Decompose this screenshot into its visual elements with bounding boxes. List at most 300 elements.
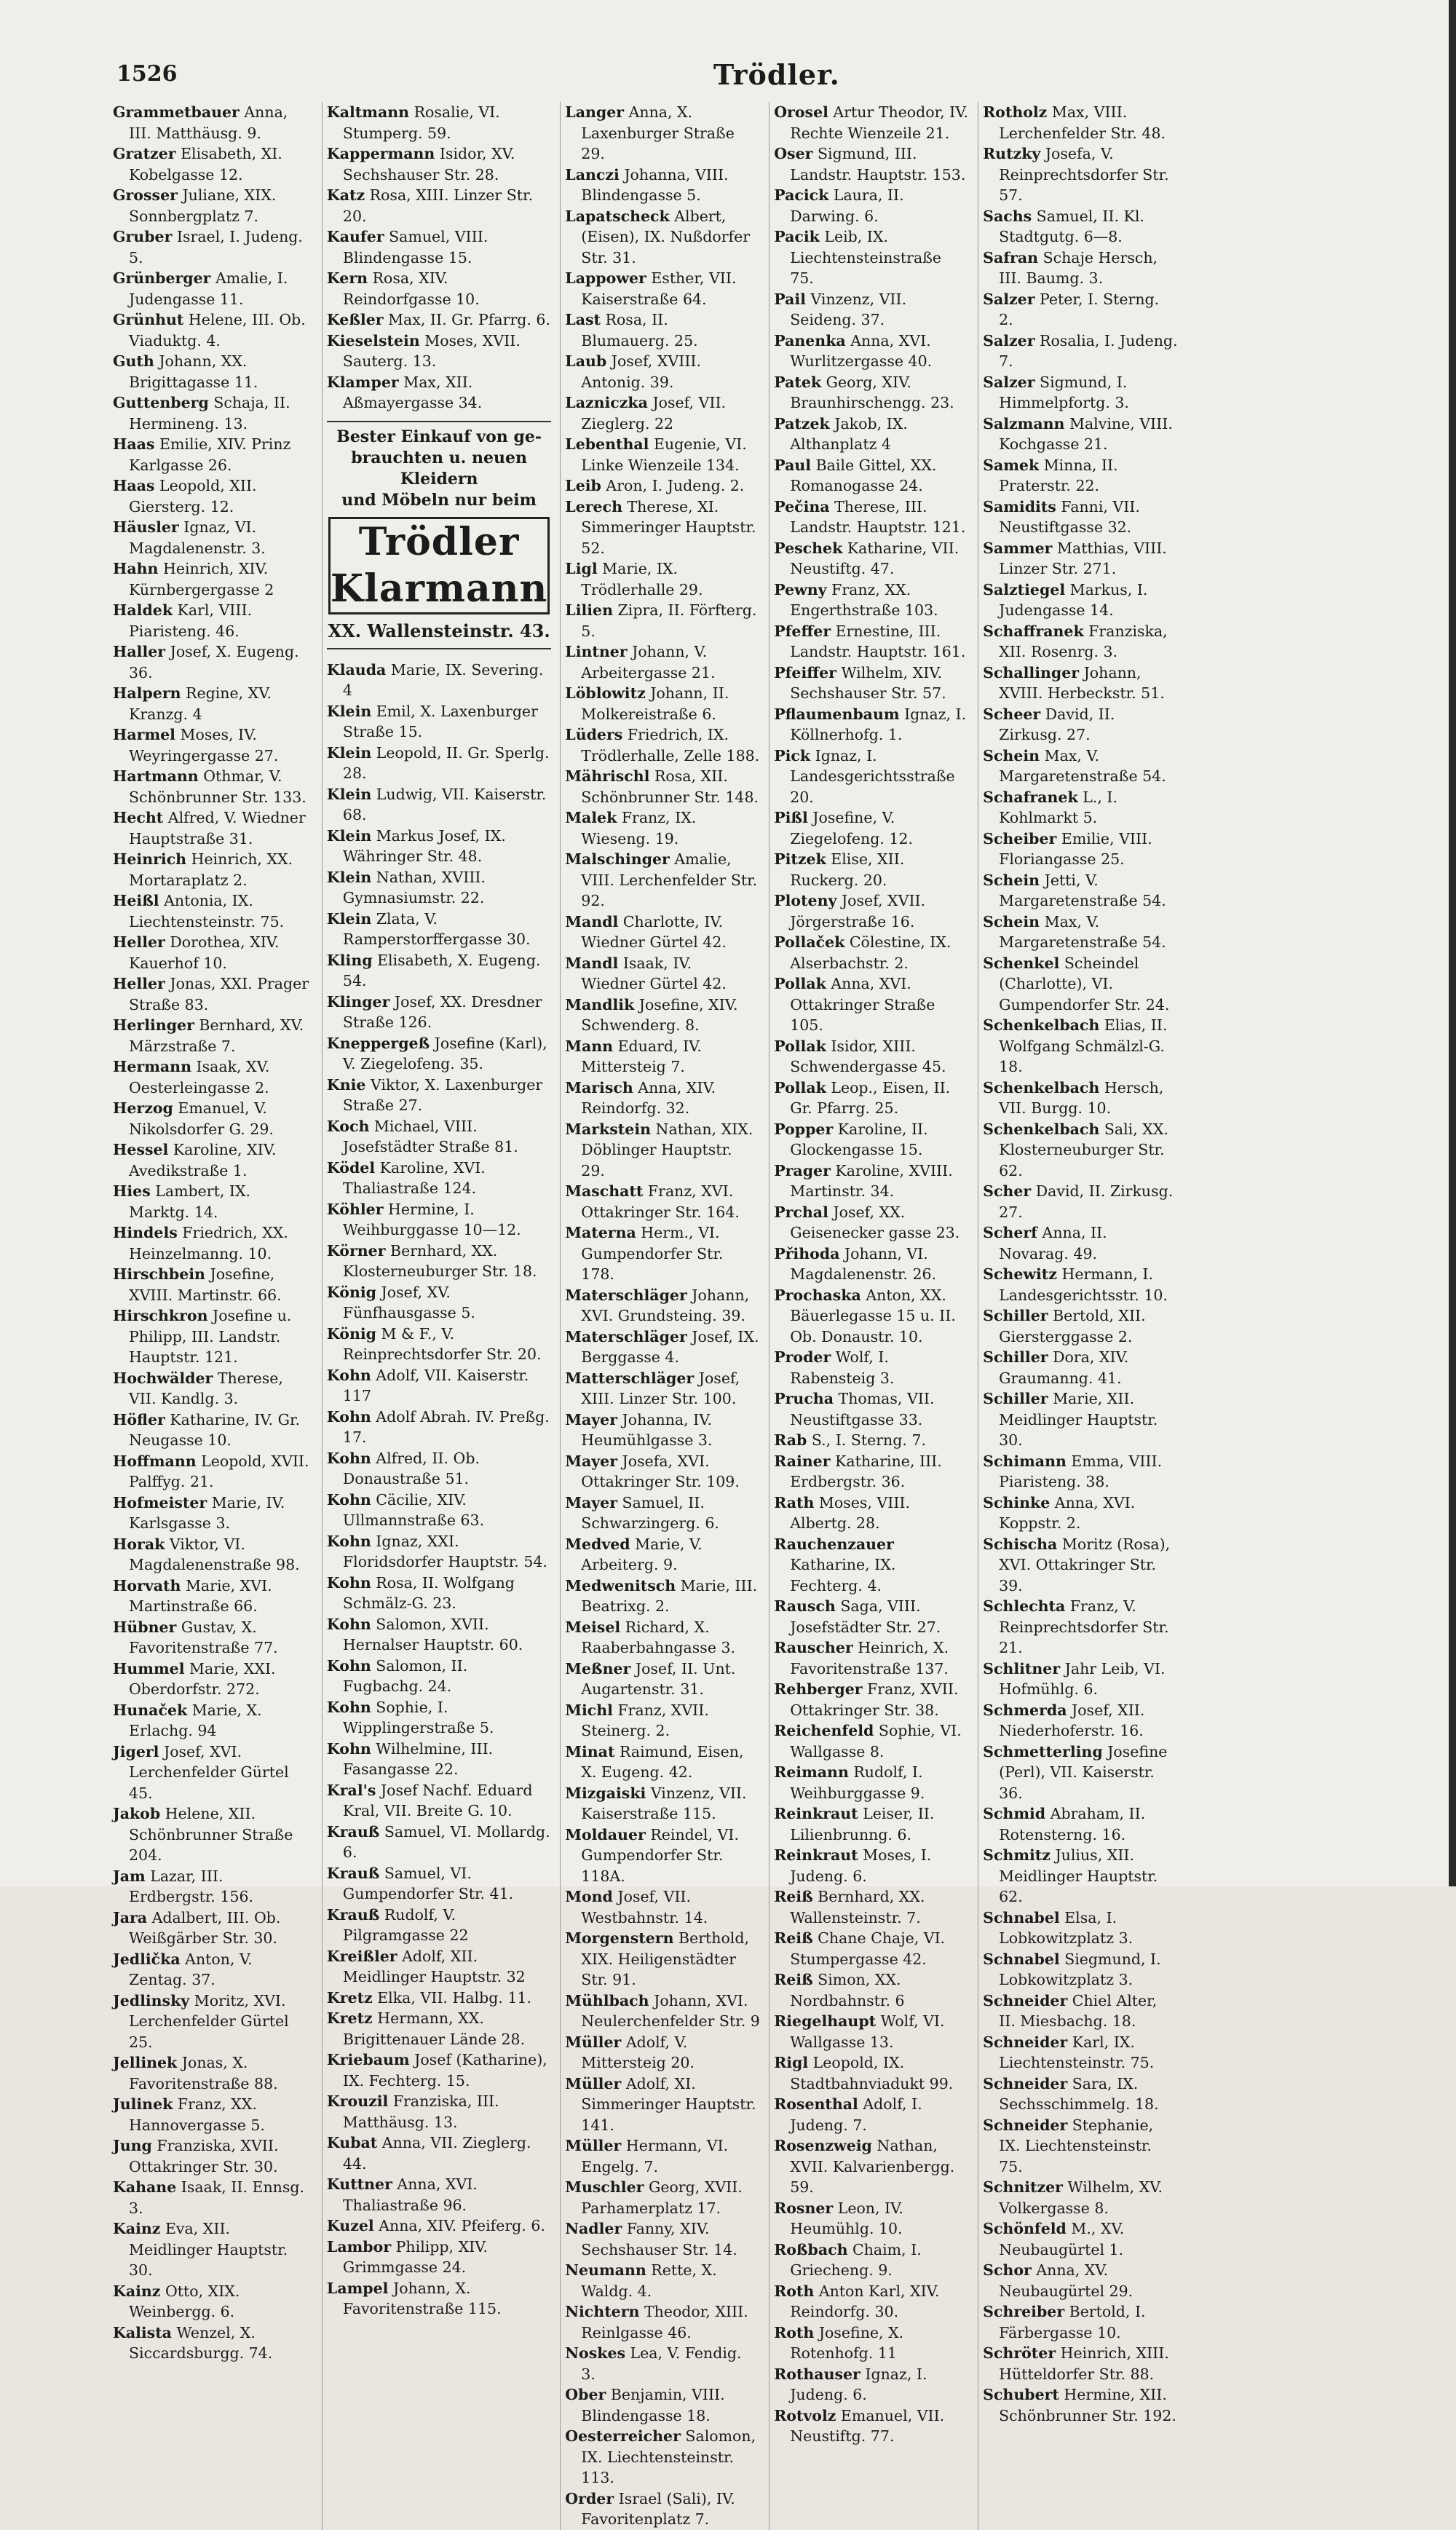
entry-details: Israel (Sali), IV. Favoritenplatz 7. xyxy=(581,2489,735,2528)
entry-surname: Sachs xyxy=(983,207,1032,225)
entry-surname: Kohn xyxy=(326,1739,371,1758)
entry-details: Fanny, XIV. Sechshauser Str. 14. xyxy=(581,2220,737,2258)
directory-entry xyxy=(774,1285,969,1348)
directory-entry xyxy=(983,1908,1178,1949)
entry-surname: Schaffranek xyxy=(983,622,1084,640)
entry-details: Jakob, IX. Althanplatz 4 xyxy=(790,414,908,453)
entry-surname: Mond xyxy=(565,1888,613,1905)
directory-entry xyxy=(774,372,969,414)
entry-surname: Salzer xyxy=(983,331,1035,349)
entry-surname: Patek xyxy=(774,373,822,391)
entry-details: Josefine, XVIII. Martinstr. 66. xyxy=(129,1265,282,1304)
entry-details: Max, II. Gr. Pfarrg. 6. xyxy=(383,311,550,328)
entry-surname: Schischa xyxy=(983,1535,1058,1553)
directory-entry xyxy=(983,1347,1178,1388)
directory-entry xyxy=(327,701,551,743)
entry-surname: Kohn xyxy=(326,1615,371,1633)
entry-surname: Klamper xyxy=(326,373,399,391)
entry-details: Jetti, V. Margaretenstraße 54. xyxy=(999,871,1166,909)
entry-surname: Harmel xyxy=(113,726,175,743)
entry-details: Anna, III. Matthäusg. 9. xyxy=(129,103,288,142)
directory-entry xyxy=(113,1222,313,1264)
entry-surname: Heißl xyxy=(113,892,159,909)
entry-details: Friedrich, XX. Heinzelmanng. 10. xyxy=(129,1224,288,1262)
entry-details: Bernhard, XX. Klosterneuburger Str. 18. xyxy=(342,1241,537,1280)
entry-details: Franziska, XVII. Ottakringer Str. 30. xyxy=(129,2137,279,2175)
directory-entry xyxy=(327,1573,551,1614)
entry-surname: Roßbach xyxy=(774,2240,848,2258)
entry-details: Max, V. Margaretenstraße 54. xyxy=(999,746,1166,785)
entry-surname: Haas xyxy=(113,477,155,494)
entry-surname: Peschek xyxy=(774,539,843,557)
entry-details: Theodor, XIII. Reinlgasse 46. xyxy=(581,2303,748,2341)
entry-surname: Horvath xyxy=(113,1576,181,1594)
entry-details: Simon, XX. Nordbahnstr. 6 xyxy=(790,1971,905,2009)
entry-surname: Schiller xyxy=(983,1390,1048,1407)
entry-surname: Rausch xyxy=(774,1597,836,1615)
directory-entry xyxy=(774,932,969,973)
entry-details: Wilhelm, XIV. Sechshauser Str. 57. xyxy=(790,663,946,702)
entry-surname: Prchal xyxy=(774,1203,828,1221)
directory-entry xyxy=(327,909,551,950)
entry-surname: Krauß xyxy=(326,1905,380,1924)
entry-details: Hermann, XX. Brigittenauer Lände 28. xyxy=(342,2009,526,2048)
directory-entry xyxy=(774,1244,969,1285)
directory-entry xyxy=(774,2323,969,2364)
entry-surname: Jedlinsky xyxy=(113,1991,190,2009)
entry-details: Marie, III. Beatrixg. 2. xyxy=(581,1576,758,1615)
directory-entry xyxy=(565,2489,760,2530)
entry-details: Anna, II. Novarag. 49. xyxy=(999,1224,1107,1262)
directory-entry xyxy=(983,1305,1178,1347)
directory-entry xyxy=(983,580,1178,621)
directory-entry xyxy=(113,2218,313,2281)
directory-column-2 xyxy=(322,102,551,2530)
entry-surname: König xyxy=(326,1283,376,1301)
directory-entry xyxy=(983,1119,1178,1182)
entry-surname: Jung xyxy=(113,2137,152,2154)
directory-entry xyxy=(565,165,760,206)
directory-entry xyxy=(983,2384,1178,2426)
entry-details: Franz, XX. Engerthstraße 103. xyxy=(790,580,938,619)
directory-entry xyxy=(983,1534,1178,1597)
entry-details: Therese, VII. Kandlg. 3. xyxy=(129,1369,283,1407)
directory-entry xyxy=(113,1617,313,1659)
directory-entry xyxy=(113,1908,313,1949)
entry-surname: Kohn xyxy=(326,1490,371,1509)
directory-entry xyxy=(983,704,1178,746)
entry-details: Isaak, XV. Oesterleingasse 2. xyxy=(129,1058,270,1096)
entry-surname: Matterschläger xyxy=(565,1369,695,1387)
entry-details: Lambert, IX. Marktg. 14. xyxy=(129,1182,251,1221)
entry-details: Hermann, VI. Engelg. 7. xyxy=(581,2137,729,2175)
directory-entry xyxy=(565,2426,760,2489)
entry-surname: Jellinek xyxy=(113,2054,178,2071)
directory-entry xyxy=(113,724,313,766)
entry-surname: Hessel xyxy=(113,1141,169,1158)
entry-surname: Kneppergeß xyxy=(326,1034,430,1052)
directory-entry xyxy=(327,992,551,1033)
directory-entry xyxy=(774,538,969,580)
entry-details: Heinrich, XIV. Kürnbergergasse 2 xyxy=(129,560,274,598)
entry-surname: Materschläger xyxy=(565,1286,687,1304)
directory-entry xyxy=(983,1015,1178,1078)
directory-entry xyxy=(774,1202,969,1244)
entry-surname: Schenkelbach xyxy=(983,1078,1100,1096)
entry-details: Leopold, XVII. Palffyg. 21. xyxy=(129,1452,309,1490)
directory-entry xyxy=(565,953,760,995)
entry-details: Lea, V. Fendig. 3. xyxy=(581,2344,742,2383)
entry-surname: Rosenzweig xyxy=(774,2137,872,2154)
directory-entry xyxy=(983,331,1178,372)
entry-surname: Salzmann xyxy=(983,414,1065,432)
entry-surname: Orosel xyxy=(774,103,828,121)
entry-surname: Oesterreicher xyxy=(565,2427,681,2445)
entry-details: Johann, VI. Magdalenenstr. 26. xyxy=(790,1244,937,1283)
entry-surname: Salzer xyxy=(983,290,1035,308)
entry-details: Malvine, VIII. Kochgasse 21. xyxy=(999,414,1173,453)
entry-surname: Hoffmann xyxy=(113,1452,197,1470)
entry-surname: Mühlbach xyxy=(565,1991,649,2009)
directory-entry xyxy=(113,1098,313,1139)
entry-details: Sigmund, III. Landstr. Hauptstr. 153. xyxy=(790,145,966,183)
ad-line-1: Bester Einkauf von ge- xyxy=(336,427,542,446)
entry-surname: Jara xyxy=(113,1908,148,1926)
entry-surname: Halpern xyxy=(113,684,181,702)
entry-surname: Schiller xyxy=(983,1307,1048,1324)
entry-details: Anna, XIV. Reindorfg. 32. xyxy=(581,1078,716,1117)
entry-details: Isidor, XV. Sechshauser Str. 28. xyxy=(342,145,515,183)
entry-details: Anton, XX. Bäuerlegasse 15 u. II. Ob. Donaustr. 10. xyxy=(790,1286,956,1345)
entry-surname: Schimann xyxy=(983,1452,1067,1470)
directory-entry xyxy=(565,497,760,559)
directory-entry xyxy=(327,331,551,372)
entry-surname: Kuzel xyxy=(326,2217,374,2234)
entry-details: Johanna, IV. Heumühlgasse 3. xyxy=(581,1410,713,1449)
entry-details: Moses, I. Judeng. 6. xyxy=(790,1846,932,1885)
entry-details: Johann, XVI. Neulerchenfelder Str. 9 xyxy=(581,1991,760,2030)
directory-entry xyxy=(113,1576,313,1617)
directory-entry xyxy=(774,2240,969,2281)
entry-surname: Schafranek xyxy=(983,788,1078,806)
directory-entry xyxy=(983,206,1178,248)
entry-details: Johanna, VIII. Blindengasse 5. xyxy=(581,165,729,204)
entry-details: Emanuel, V. Nikolsdorfer G. 29. xyxy=(129,1099,274,1138)
directory-entry xyxy=(983,1596,1178,1659)
ad-address: XX. Wallensteinstr. 43. xyxy=(328,620,550,641)
entry-details: Rette, X. Waldg. 4. xyxy=(581,2261,717,2300)
directory-entry xyxy=(774,2364,969,2406)
entry-surname: Müller xyxy=(565,2074,622,2092)
directory-entry xyxy=(327,1739,551,1780)
directory-entry xyxy=(774,414,969,455)
directory-entry xyxy=(565,102,760,165)
entry-surname: Herzog xyxy=(113,1099,173,1117)
entry-surname: Schenkelbach xyxy=(983,1016,1100,1034)
directory-entry xyxy=(983,1078,1178,1119)
entry-details: Sali, XX. Klosterneuburger Str. 62. xyxy=(999,1120,1168,1179)
ad-line-3: und Möbeln nur beim xyxy=(341,490,537,510)
entry-details: Marie, X. Erlachg. 94 xyxy=(129,1701,262,1739)
entry-surname: Guttenberg xyxy=(113,394,209,411)
entry-details: Anna, XV. Neubaugürtel 29. xyxy=(999,2261,1133,2300)
entry-details: Raimund, Eisen, X. Eugeng. 42. xyxy=(581,1742,744,1781)
entry-surname: Guth xyxy=(113,352,154,370)
directory-entry xyxy=(113,1410,313,1451)
entry-details: Anna, XVI. Wurlitzergasse 40. xyxy=(790,331,933,370)
entry-details: Franz, XVII. Ottakringer Str. 38. xyxy=(790,1680,959,1719)
entry-surname: Přihoda xyxy=(774,1244,840,1262)
entry-details: Emilie, VIII. Floriangasse 25. xyxy=(999,829,1152,868)
entry-details: Heinrich, X. Favoritenstraße 137. xyxy=(790,1639,949,1677)
directory-entry xyxy=(774,1078,969,1119)
entry-details: Katharine, VII. Neustiftg. 47. xyxy=(790,539,960,577)
directory-columns xyxy=(113,102,1387,2528)
entry-surname: Markstein xyxy=(565,1120,652,1138)
entry-surname: Grammetbauer xyxy=(113,103,240,121)
entry-details: Cäcilie, XIV. Ullmannstraße 63. xyxy=(342,1490,485,1529)
entry-details: Elka, VII. Halbg. 11. xyxy=(372,1988,531,2007)
entry-details: Hermine, I. Weihburggasse 10—12. xyxy=(342,1200,521,1238)
entry-details: Karoline, XIV. Avedikstraße 1. xyxy=(129,1141,277,1179)
entry-details: Heinrich, XIII. Hütteldorfer Str. 88. xyxy=(999,2344,1169,2383)
entry-surname: Ploteny xyxy=(774,892,837,909)
entry-surname: Hindels xyxy=(113,1224,178,1241)
directory-entry xyxy=(113,143,313,185)
entry-details: Georg, XVII. Parhamerplatz 17. xyxy=(581,2178,743,2217)
directory-entry xyxy=(327,826,551,867)
entry-surname: Schmerda xyxy=(983,1701,1067,1719)
entry-surname: Pollak xyxy=(774,1078,826,1096)
directory-entry xyxy=(983,621,1178,663)
entry-details: Saga, VIII. Josefstädter Str. 27. xyxy=(790,1597,941,1636)
entry-details: Josefa, V. Reinprechtsdorfer Str. 57. xyxy=(999,145,1169,204)
directory-entry xyxy=(774,1451,969,1493)
entry-surname: Roth xyxy=(774,2282,815,2300)
directory-entry xyxy=(565,1659,760,1700)
entry-details: Samuel, II. Kl. Stadtgutg. 6—8. xyxy=(999,207,1144,245)
entry-details: Albert, (Eisen), IX. Nußdorfer Str. 31. xyxy=(581,207,751,266)
entry-surname: Order xyxy=(565,2489,614,2507)
entry-details: Adolf, VII. Kaiserstr. 117 xyxy=(342,1366,529,1404)
entry-details: Chaim, I. Griecheng. 9. xyxy=(790,2240,922,2279)
directory-entry xyxy=(565,309,760,351)
entry-surname: Scherf xyxy=(983,1224,1037,1241)
entry-details: Matthias, VIII. Linzer Str. 271. xyxy=(999,539,1167,577)
entry-surname: Grünhut xyxy=(113,311,184,328)
entry-surname: Lerech xyxy=(565,497,622,515)
directory-entry xyxy=(983,953,1178,1016)
entry-surname: Rotvolz xyxy=(774,2406,836,2424)
entry-surname: Popper xyxy=(774,1120,834,1138)
directory-entry xyxy=(327,102,551,143)
entry-surname: Michl xyxy=(565,1701,613,1719)
entry-details: Franz, IX. Wieseng. 19. xyxy=(581,809,697,847)
directory-entry xyxy=(774,1928,969,1969)
entry-details: Baile Gittel, XX. Romanogasse 24. xyxy=(790,456,937,494)
entry-surname: Ligl xyxy=(565,560,598,577)
entry-details: Josefine, X. Rotenhofg. 11 xyxy=(790,2323,904,2362)
entry-details: Josef, XX. Dresdner Straße 126. xyxy=(342,992,542,1031)
entry-surname: Klinger xyxy=(326,992,390,1011)
entry-surname: Jakob xyxy=(113,1805,161,1822)
entry-surname: Rosner xyxy=(774,2199,834,2217)
entry-surname: Salztiegel xyxy=(983,580,1066,598)
directory-entry xyxy=(327,867,551,909)
entry-surname: Klein xyxy=(326,702,372,720)
directory-entry xyxy=(983,1991,1178,2032)
directory-entry xyxy=(113,558,313,600)
entry-surname: Samek xyxy=(983,456,1040,474)
entry-surname: Schönfeld xyxy=(983,2220,1067,2237)
entry-details: Marie, IX. Severing. 4 xyxy=(342,660,544,699)
entry-surname: Muschler xyxy=(565,2178,644,2196)
entry-surname: Müller xyxy=(565,2137,622,2154)
entry-surname: Kahane xyxy=(113,2178,177,2196)
directory-entry xyxy=(327,2278,551,2320)
entry-surname: Schlitner xyxy=(983,1659,1061,1677)
entry-details: Elise, XII. Ruckerg. 20. xyxy=(790,850,905,889)
entry-surname: Schiller xyxy=(983,1348,1048,1366)
directory-entry xyxy=(983,746,1178,787)
entry-details: Israel, I. Judeng. 5. xyxy=(129,228,303,266)
entry-surname: Kohn xyxy=(326,1366,371,1384)
directory-entry xyxy=(983,1803,1178,1845)
directory-entry xyxy=(774,2406,969,2447)
directory-entry xyxy=(565,995,760,1036)
directory-entry xyxy=(565,2260,760,2301)
directory-entry xyxy=(327,2132,551,2174)
entry-surname: Meisel xyxy=(565,1618,621,1636)
entry-details: Esther, VII. Kaiserstraße 64. xyxy=(581,269,737,308)
entry-details: Fanni, VII. Neustiftgasse 32. xyxy=(999,497,1140,536)
entry-details: Schaja, II. Hermineng. 13. xyxy=(129,394,290,432)
directory-entry xyxy=(565,849,760,912)
directory-entry xyxy=(774,2135,969,2198)
directory-entry xyxy=(113,766,313,807)
entry-details: Bernhard, XV. Märzstraße 7. xyxy=(129,1016,304,1055)
entry-surname: Lilien xyxy=(565,601,614,619)
directory-entry xyxy=(113,268,313,309)
entry-surname: Schmitz xyxy=(983,1846,1051,1864)
directory-entry xyxy=(327,1905,551,1946)
entry-details: Josefine, XIV. Schwenderg. 8. xyxy=(581,995,738,1034)
entry-surname: Grosser xyxy=(113,186,178,204)
entry-details: Rosa, II. Wolfgang Schmälz-G. 23. xyxy=(342,1573,515,1612)
directory-entry xyxy=(327,1656,551,1697)
entry-surname: Schallinger xyxy=(983,663,1080,681)
entry-surname: Langer xyxy=(565,103,625,121)
directory-entry xyxy=(774,580,969,621)
entry-details: Max, XII. Aßmayergasse 34. xyxy=(342,373,483,411)
directory-entry xyxy=(774,663,969,704)
directory-entry xyxy=(774,2281,969,2323)
entry-surname: Ober xyxy=(565,2386,606,2403)
directory-entry xyxy=(565,1181,760,1222)
entry-surname: Materna xyxy=(565,1224,636,1241)
entry-details: Max, VIII. Lerchenfelder Str. 48. xyxy=(999,103,1166,142)
entry-surname: Laub xyxy=(565,352,607,370)
entry-details: Ignaz, I. Landesgerichtsstraße 20. xyxy=(790,746,955,806)
entry-details: Ignaz, I. Köllnerhofg. 1. xyxy=(790,705,967,743)
entry-details: Karoline, XVIII. Martinstr. 34. xyxy=(790,1161,953,1200)
entry-details: Marie, XII. Meidlinger Hauptstr. 30. xyxy=(999,1390,1158,1449)
directory-entry xyxy=(565,1451,760,1493)
entry-details: Josefa, XVI. Ottakringer Str. 109. xyxy=(581,1452,740,1490)
entry-surname: Kainz xyxy=(113,2282,161,2300)
entry-surname: Heinrich xyxy=(113,850,187,868)
directory-entry xyxy=(327,2174,551,2215)
entry-surname: Roth xyxy=(774,2323,815,2341)
entry-surname: Lambor xyxy=(326,2237,392,2256)
entry-surname: Haldek xyxy=(113,601,173,619)
directory-entry xyxy=(113,309,313,351)
entry-surname: Oser xyxy=(774,145,813,162)
entry-details: Elisabeth, X. Eugeng. 54. xyxy=(342,951,541,989)
entry-surname: Salzer xyxy=(983,373,1035,391)
directory-entry xyxy=(983,455,1178,497)
directory-entry xyxy=(565,2074,760,2136)
directory-entry xyxy=(983,2074,1178,2115)
directory-entry xyxy=(774,331,969,372)
directory-entry xyxy=(113,517,313,558)
entry-surname: Schneider xyxy=(983,2074,1068,2092)
directory-entry xyxy=(327,2049,551,2091)
entry-details: Johann, X. Favoritenstraße 115. xyxy=(342,2279,502,2317)
entry-details: Salomon, IX. Liechtensteinstr. 113. xyxy=(581,2427,756,2486)
directory-entry xyxy=(983,663,1178,704)
entry-details: Ignaz, I. Judeng. 6. xyxy=(790,2365,927,2403)
directory-entry xyxy=(774,890,969,932)
entry-details: Rosa, XIII. Linzer Str. 20. xyxy=(342,186,534,225)
directory-entry xyxy=(774,226,969,289)
entry-surname: Julinek xyxy=(113,2095,173,2113)
directory-entry xyxy=(565,1700,760,1742)
directory-entry xyxy=(113,226,313,268)
entry-details: Katharine, IX. Fechterg. 4. xyxy=(790,1556,896,1594)
directory-entry xyxy=(327,226,551,268)
entry-details: Samuel, VI. Mollardg. 6. xyxy=(342,1822,550,1861)
directory-entry xyxy=(113,890,313,932)
directory-entry xyxy=(983,1451,1178,1493)
entry-details: Hermine, XII. Schönbrunner Str. 192. xyxy=(999,2386,1176,2424)
entry-surname: Pollak xyxy=(774,975,826,992)
entry-surname: Lapatscheck xyxy=(565,207,670,225)
directory-entry xyxy=(113,1015,313,1056)
entry-surname: Last xyxy=(565,311,601,328)
directory-entry xyxy=(113,1866,313,1908)
entry-surname: Rab xyxy=(774,1431,807,1449)
entry-surname: Kohn xyxy=(326,1698,371,1716)
entry-details: Ludwig, VII. Kaiserstr. 68. xyxy=(342,785,547,823)
entry-details: Josef, VII. Zieglerg. 22 xyxy=(581,394,727,432)
entry-surname: Schröter xyxy=(983,2344,1056,2362)
entry-surname: Minat xyxy=(565,1742,615,1760)
entry-details: Adolf Abrah. IV. Preßg. 17. xyxy=(342,1407,550,1446)
directory-entry xyxy=(565,1928,760,1991)
entry-details: Sophie, I. Wipplingerstraße 5. xyxy=(342,1698,494,1736)
directory-entry xyxy=(327,660,551,701)
entry-details: Samuel, II. Schwarzingerg. 6. xyxy=(581,1493,719,1532)
entry-surname: Kretz xyxy=(326,1988,373,2007)
entry-details: Jonas, X. Favoritenstraße 88. xyxy=(129,2054,278,2092)
entry-details: David, II. Zirkusg. 27. xyxy=(999,705,1115,743)
entry-details: Alfred, II. Ob. Donaustraße 51. xyxy=(342,1449,480,1487)
entry-surname: Pollak xyxy=(774,1037,826,1055)
entry-details: Richard, X. Raaberbahngasse 3. xyxy=(581,1618,736,1656)
entry-surname: Riegelhaupt xyxy=(774,2012,877,2030)
directory-entry xyxy=(113,475,313,517)
